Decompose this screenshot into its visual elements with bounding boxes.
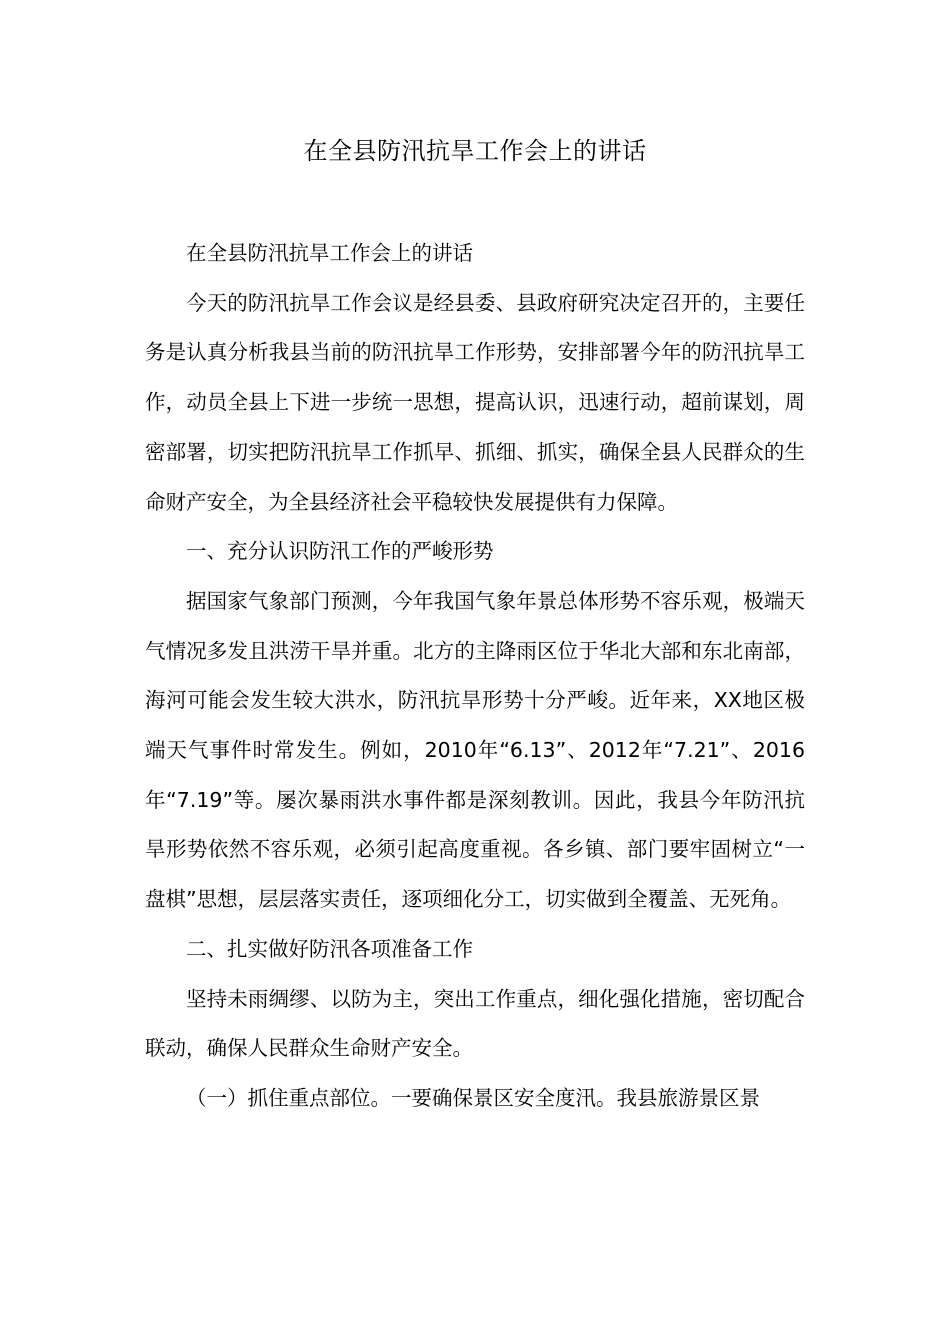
paragraph-heading-repeat: 在全县防汛抗旱工作会上的讲话 <box>186 241 473 265</box>
paragraph-preparation: 坚持未雨绸缪、以防为主，突出工作重点，细化强化措施，密切配合联动，确保人民群众生命财产安全。 <box>145 986 805 1061</box>
document-body <box>145 229 805 1124</box>
paragraph-situation: 据国家气象部门预测，今年我国气象年景总体形势不容乐观，极端天气情况多发且洪涝干旱并重。北方的主降雨区位于华北大部和东北南部，海河可能会发生较大洪水，防汛抗旱形势十分严峻。近年来，XX地区极端天气事件时常发生。例如，2010年“6.13”、2012年“7.21”、2016年“7.19”等。屡次暴雨洪水事件都是深刻教训。因此，我县今年防汛抗旱形势依然不容乐观，必须引起高度重视。各乡镇、部门要牢固树立“一盘棋”思想，层层落实责任，逐项细化分工，切实做到全覆盖、无死角。 <box>145 588 805 912</box>
document-title: 在全县防汛抗旱工作会上的讲话 <box>303 137 647 165</box>
paragraph-intro: 今天的防汛抗旱工作会议是经县委、县政府研究决定召开的，主要任务是认真分析我县当前的防汛抗旱工作形势，安排部署今年的防汛抗旱工作，动员全县上下进一步统一思想，提高认识，迅速行动，超前谋划，周密部署，切实把防汛抗旱工作抓早、抓细、抓实，确保全县人民群众的生命财产安全，为全县经济社会平稳较快发展提供有力保障。 <box>145 290 805 514</box>
section-heading-1: 一、充分认识防汛工作的严峻形势 <box>186 539 494 564</box>
section-heading-2: 二、扎实做好防汛各项准备工作 <box>186 936 473 961</box>
paragraph-key-areas: （一）抓住重点部位。一要确保景区安全度汛。我县旅游景区景 <box>186 1085 760 1110</box>
